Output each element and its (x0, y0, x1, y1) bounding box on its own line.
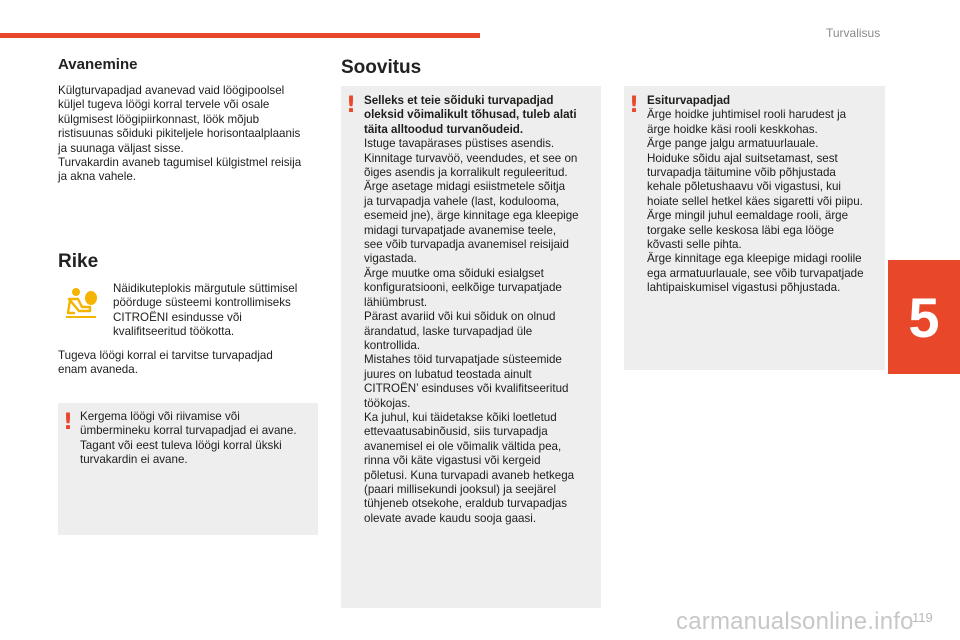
soovitus-box1-body: Istuge tavapärases püstises asendis. Kinnitage turvavöö, veendudes, et see on õiges asendis ja korralikult reguleeritud. Ärge asetage midagi esiistmetele sõitja ja turvapadja vahele (last, koduloomа, esemeid jne), ärge kinnitage ega kleepige midagi turvapatjade avanemise teele, see võib turvapadja avanemisel reisijaid vigastada. Ärge muutke oma sõiduki esialgset konfiguratsiooni, eelkõige turvapatjade lähiümbrust. Pärast avariid või kui sõiduk on olnud ärandatud, laske turvapadjad üle kontrollida. Mistahes töid turvapatjade süsteemide juures on lubatud teostada ainult CITROËN’ esinduses või kvalifitseeritud töökojas. Ka juhul, kui täidetakse kõiki loetletud ettevaatusabinõusid, siis turvapadja avanemisel ei ole võimalik vältida pea, rinna või käte vigastusi või kergeid põletusi. Kuna turvapadi avaneb hetkega (paari millisekundi jooksul) ja seejärel tühjeneb otsekohe, eraldub turvapadjas olevate avade kaudu sooja gaasi. (364, 137, 579, 525)
soovitus-box-1 (341, 86, 601, 608)
soovitus-box2-title: Esiturvapadjad (647, 94, 731, 107)
soovitus-box-2 (624, 86, 885, 370)
soovitus-box1-lead: Selleks et teie sõiduki turvapadjad oleksid võimalikult tõhusad, tuleb alati täita alltoodud turvanõudeid. (364, 94, 577, 136)
soovitus-box2-body: Ärge hoidke juhtimisel rooli harudest ja ärge hoidke käsi rooli keskkohas. Ärge pange jalgu armatuurlauale. Hoiduke sõidu ajal suitsetamast, sest turvapadja täitumine võib põhjustada kehale põletushaavu või vigastusi, kui hoiate sellel hetkel käes sigaretti või piipu. Ärge mingil juhul eemaldage rooli, ärge torgake selle keskosa läbi ega lööge kõvasti selle pihta. Ärge kinnitage ega kleepige midagi roolile ega armatuurlauale, see võib turvapatjade lahtipaiskumisel vigastusi põhjustada. (647, 108, 864, 295)
warning-icon: ! (629, 93, 640, 118)
rike-heading: Rike (58, 251, 99, 272)
rike-icon-text: Näidikuteplokis märgutule süttimisel pöörduge süsteemi kontrollimiseks CITROËNI esindusse või kvalifitseeritud töökotta. (113, 282, 298, 339)
avanemine-heading: Avanemine (58, 56, 138, 73)
airbag-warning-lamp-icon (64, 287, 98, 319)
rike-warning-box (58, 403, 318, 535)
section-name: Turvalisus (826, 26, 881, 40)
rike-body: Tugeva löögi korral ei tarvitse turvapadjad enam avaneda. (58, 349, 273, 377)
watermark: carmanualsonline.info (676, 608, 914, 635)
chapter-tab: 5 (888, 260, 960, 374)
header-accent-bar (0, 33, 480, 38)
avanemine-body: Külgturvapadjad avanevad vaid löögipoolsel küljel tugeva löögi korral tervele või osale külgmisest löögipiirkonnast, löök mõjub ristisuunas sõiduki pikiteljele horisontaalplaanis ja suunaga väljast sisse. Turvakardin avaneb tagumisel külgistmel reisija ja akna vahele. (58, 84, 302, 184)
page-number: 119 (912, 610, 933, 625)
rike-warning-text: Kergema löögi või riivamise või ümbermineku korral turvapadjad ei avane. Tagant või eest tuleva löögi korral ükski turvakardin ei avane. (80, 410, 297, 467)
warning-icon: ! (63, 410, 74, 435)
warning-icon: ! (346, 93, 357, 118)
soovitus-heading: Soovitus (341, 57, 422, 78)
